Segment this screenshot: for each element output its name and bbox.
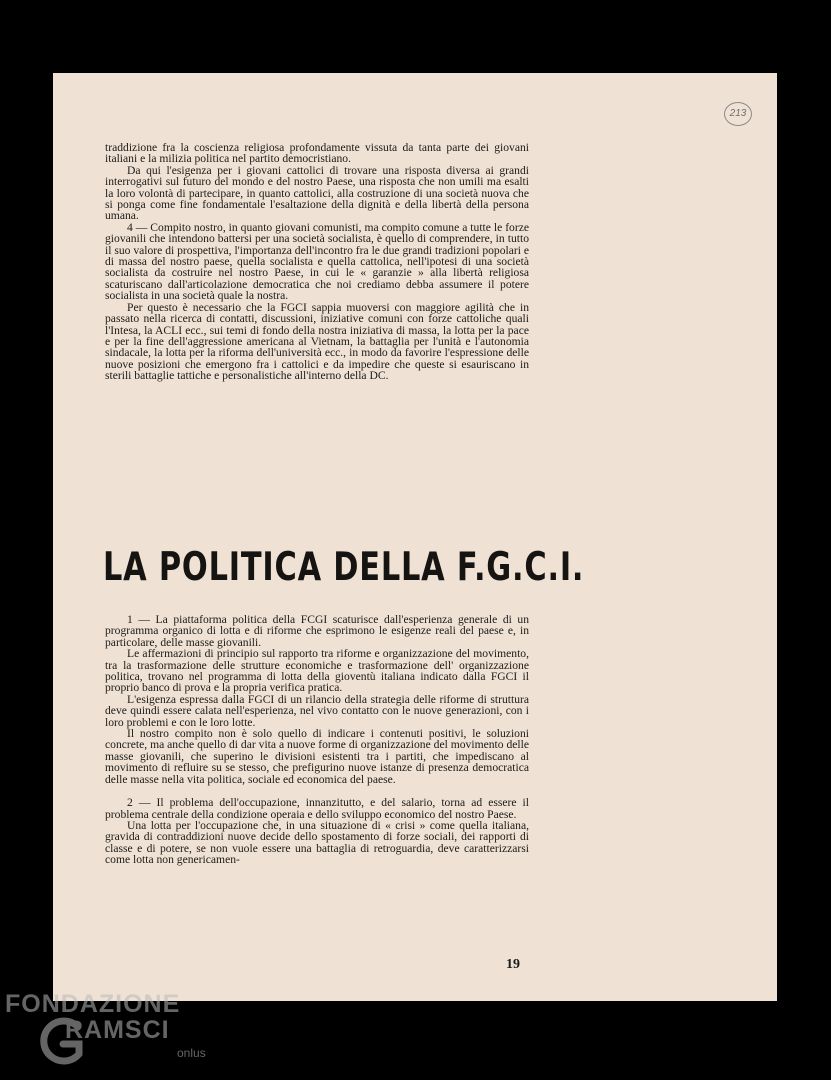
paragraph: 1 — La piattaforma politica della FCGI scaturisce dall'esperienza generale di un programma organico di lotta e di riforme che esprimono le esigenze reali del paese e, in particolare, delle masse giovanili. — [105, 613, 529, 649]
paragraph: Da qui l'esigenza per i giovani cattolici di trovare una risposta diversa ai grandi interrogativi sul futuro del mondo e del nostro Paese, una risposta che non umili ma esalti la loro volontà di partecipare, in quanto cattolici, alla costruzione di una società nuova che si ponga come fine fondamentale l'esaltazione della dignità e della libertà della persona umana. — [105, 163, 529, 223]
paragraph: Per questo è necessario che la FGCI sappia muoversi con maggiore agilità che in passato nella ricerca di contatti, discussioni, iniziative comuni con forze cattoliche quali l'Intesa, la ACLI ecc., sui temi di fondo della nostra iniziativa di massa, la lotta per la pace e per la fine dell'aggressione americana al Vietnam, la battaglia per l'unità e l'autonomia sindacale, la lotta per la riforma dell'università ecc., in modo da favorire l'espressione delle nuove posizioni che emergono fra i cattolici e da impedire che queste si esauriscano in sterili battaglie tattiche e personalistiche all'interno della DC. — [105, 300, 529, 383]
paragraph: L'esigenza espressa dalla FGCI di un rilancio della strategia delle riforme di struttura deve quindi essere calata nell'esperienza, nel vivo contatto con le nuove generazioni, con i loro problemi e con le loro lotte. — [105, 692, 529, 729]
paragraph: traddizione fra la coscienza religiosa profondamente vissuta da tanta parte dei giovani italiani e la milizia politica nel partito democristiano. — [105, 141, 529, 166]
fondazione-gramsci-watermark — [5, 990, 215, 1080]
paragraph: Le affermazioni di principio sul rapporto tra riforme e organizzazione del movimento, tra la trasformazione delle strutture economiche e trasformazione dell' organizzazione politica, trovano nel programma di lotta della gioventù italiana indicato dalla FGCI il proprio banco di prova e la propria verifica pratica. — [105, 647, 529, 695]
paragraph: Il nostro compito non è solo quello di indicare i contenuti positivi, le soluzioni concrete, ma anche quello di dar vita a nuove forme di organizzazione del movimento delle masse giovanili, che superino le divisioni esistenti tra i partiti, che impediscano al movimento di refluire su se stesso, che prefigurino nuove istanze di presenza democratica delle masse nella vita politica, sociale ed economica del paese. — [105, 727, 529, 786]
page-number: 19 — [506, 957, 520, 972]
paragraph: 4 — Compito nostro, in quanto giovani comunisti, ma compito comune a tutte le forze giovanili che intendono battersi per una società socialista, è quello di comprendere, in tutto il suo valore di prospettiva, l'importanza dell'incontro fra le due grandi tradizioni popolari e di massa del nostro paese, quella socialista e quella cattolica, nell'ipotesi di una società socialista da costruire nel nostro Paese, in cui le « garanzie » alla libertà religiosa scaturiscano dall'articolazione democratica che noi crediamo debba assumere il potere socialista in una società quale la nostra. — [105, 220, 529, 303]
watermark-line-3: onlus — [177, 1046, 206, 1060]
section-title: LA POLITICA DELLA F.G.C.I. — [103, 545, 585, 590]
document-page — [53, 73, 777, 1001]
paragraph: Una lotta per l'occupazione che, in una situazione di « crisi » come quella italiana, gravida di contraddizioni nuove decide dello spostamento di forze sociali, dei rapporti di classe e di potere, se non vuole essere una battaglia di retroguardia, deve caratterizzarsi come lotta non genericamen- — [105, 818, 529, 867]
watermark-line-1: FONDAZIONE — [5, 990, 181, 1018]
bottom-text-block — [105, 614, 529, 866]
watermark-line-2: RAMSCI — [65, 1016, 170, 1044]
paragraph: 2 — Il problema dell'occupazione, innanzitutto, e del salario, torna ad essere il problema centrale della condizione operaia e dello sviluppo economico del nostro Paese. — [105, 796, 529, 821]
archive-number-stamp: 213 — [724, 102, 752, 126]
top-text-block — [105, 142, 529, 382]
